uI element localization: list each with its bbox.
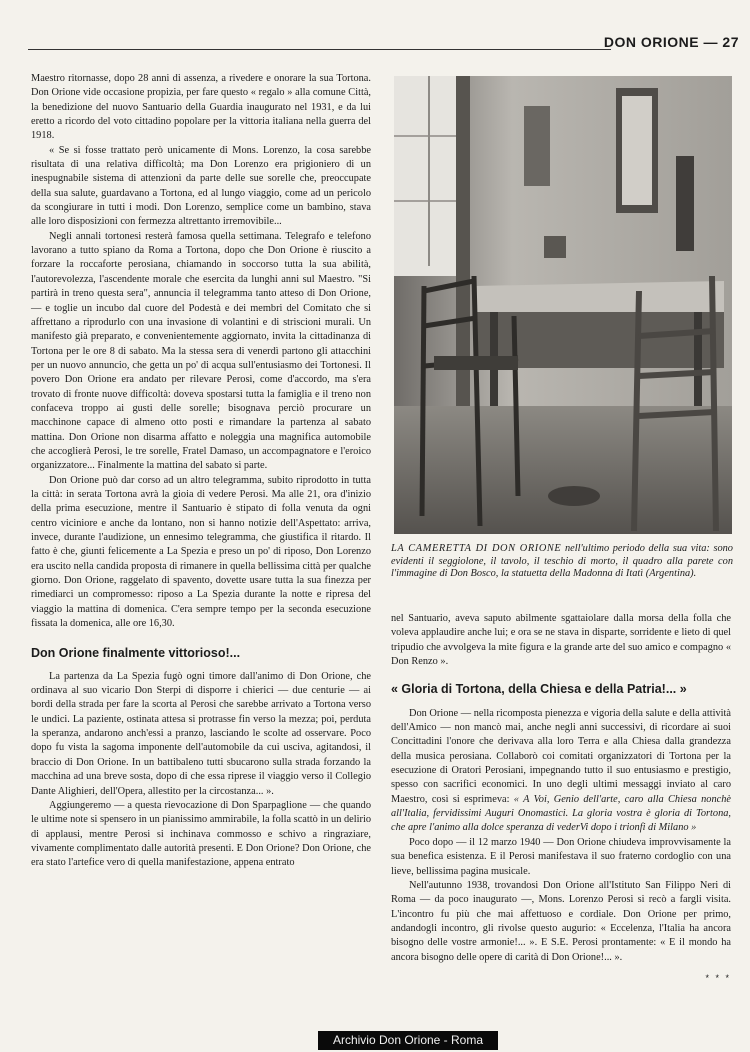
left-column [31, 72, 371, 871]
right-column [391, 612, 731, 985]
paragraph: « Se si fosse trattato però unicamente di Mons. Lorenzo, la cosa sarebbe risultata di una relativa difficoltà; ma Don Lorenzo era prigioniero di un inespugnabile sistema di attenzioni da parte delle sue sorelle che, preoccupate della sua salute, guardavano a Tortona, ed al lungo viaggio, come ad un pericolo da scongiurare in tutti i modi. Don Lorenzo, semplice come un bambino, stava alle loro disposizioni con fermezza altrettanto irremovibile... [31, 144, 371, 228]
archive-label: Archivio Don Orione - Roma [318, 1031, 498, 1050]
room-photo [394, 76, 732, 534]
paragraph: Aggiungeremo — a questa rievocazione di Don Sparpaglione — che quando le ultime note si spensero in un pianissimo ammirabile, la folla scattò in un delirio di applausi, mentre Perosi si inchinava commosso e schivo a ringraziare, vivamente complimentato dalle autorità presenti. E Don Orione? Don Orione, che era stato l'artefice vero di quella manifestazione, appena entrato [31, 799, 371, 869]
paragraph-text: Don Orione — nella ricomposta pienezza e vigoria della salute e della attività dell'Amico — non mancò mai, anche negli anni successivi, di ricordare ai suoi Concittadini l'onore che derivava alla loro Terra e alla Chiesa dalla grandezza della musica perosiana. Collaborò coi comitati organizzatori di Tortona per la esecuzione di Oratori Perosiani, impegnando tutto il suo entusiasmo e prestigio, spesso con sacrifici economici. In uno degli ultimi messaggi inviato al caro Maestro, così si esprimeva: [391, 707, 731, 805]
quoted-message: « A Voi, Genio dell'arte, caro alla Chiesa nonchè all'Italia, fervidissimi Auguri Onomastici. La gloria vostra è gloria di Tortona, che apre l'animo alla dolce speranza di vederVi dopo i trionfi di Milano » [391, 793, 731, 834]
room-photo-illustration [394, 76, 732, 534]
end-mark: * * * [705, 972, 731, 983]
paragraph: Maestro ritornasse, dopo 28 anni di assenza, a rivedere e onorare la sua Tortona. Don Orione vide occasione propizia, per fare questo « regalo » alla comune Città, la benedizione del nuovo Santuario della Guardia inaugurato nel 1931, e da lui eretto a ricordo del voto cittadino popolare per la vittoria italiana nella guerra del 1918. [31, 73, 371, 142]
paragraph: Don Orione può dar corso ad un altro telegramma, subito riprodotto in tutta la città: in serata Tortona avrà la gioia di vedere Perosi. Ma alle 21, ora d'inizio della prima esecuzione, mentre il Santuario è stipato di folla venuta da ogni centro viciniore e anche da lontano, non si hanno notizie dell'Aspettato: arriva, invece, durante l'audizione, un ennesimo telegramma, che giustifica il ritardo. Il fatto è che, giunti felicemente a La Spezia e preso un po' di riposo, Don Lorenzo era uscito nella candida proposta di rimanere in quella bellissima città per qualche giorno. Don Orione, raggelato di spavento, dovette usare tutta la sua finezza per rimediarci un compromesso: riposo a La Spezia durante la notte e ripresa del viaggio la mattina di domenica. C'era sempre tempo per la seconda esecuzione fissata la domenica, alle ore 16,30. [31, 474, 371, 630]
caption-lead: LA CAMERETTA DI DON ORIONE [391, 543, 562, 554]
paragraph [391, 707, 731, 836]
header-rule [28, 49, 611, 50]
caption-text: nell'ultimo periodo della sua vita: sono evidenti il seggiolone, il tavolo, il teschio di morto, il quadro alla parete con l'immagine di Don Bosco, la statuetta della Madonna di Itatì (Argentina). [391, 543, 733, 580]
paragraph: Negli annali tortonesi resterà famosa quella settimana. Telegrafo e telefono lavorano a tutto spiano da Roma a Tortona, dopo che Don Orione è riuscito a forzare la roccaforte perosiana, chiamando in soccorso tutta la sua abilità, l'autorevolezza, l'ascendente morale che esercita da lunghi anni sul Maestro. "Si partirà in treno questa sera", annuncia il telegramma tanto atteso di Don Orione, — e toglie un incubo dal cuore del Podestà e dei membri del Comitato che si affrettano a riprodurlo con una invasione di volantini e di striscioni murali. Un manifesto già preparato, e convenientemente aggiornato, invita la cittadinanza di Tortona per le ore 8 di sabato. Ma la stessa sera di venerdì partono gli attacchini per un nuovo annuncio, che getta un po' di acqua sull'entusiasmo dei Tortonesi. Il povero Don Orione era andato per rilevare Perosi, come d'accordo, ma s'era trovato di fronte nuove difficoltà: doveva spostarsi tutta la famiglia e il treno non confaceva troppo ai gusti delle sorelle; bisognava perciò procurare un macchinone capace di almeno otto posti e rimandare la partenza al sabato mattina. Don Orione non disarma affatto e noleggia una magnifica automobile che accoglierà Perosi, le tre sorelle, Fratel Damaso, un accompagnatore e l'eroico organizzatore... Finalmente la mattina del sabato si parte. [31, 230, 371, 472]
paragraph: Poco dopo — il 12 marzo 1940 — Don Orione chiudeva improvvisamente la sua benefica esistenza. E il Perosi manifestava il suo fraterno cordoglio con una lieve, bellissima pagina musicale. [391, 836, 731, 877]
section-heading: « Gloria di Tortona, della Chiesa e della Patria!... » [391, 682, 687, 697]
paragraph: Nell'autunno 1938, trovandosi Don Orione all'Istituto San Filippo Neri di Roma — da poco inaugurato —, Mons. Lorenzo Perosi si recò a fargli visita. L'incontro fu più che mai affettuoso e cordiale. Don Orione per primo, andandogli incontro, gli rivolse questo augurio: « Eccelenza, l'Italia ha ancora bisogno delle vostre armonie!... ». E S.E. Perosi prontamente: « E il mondo ha ancora bisogno delle opere di carità di Don Orione!... ». [391, 879, 731, 963]
paragraph: nel Santuario, aveva saputo abilmente sgattaiolare dalla morsa della folla che voleva applaudire anche lui; e ora se ne stava in disparte, sorridente e lieto di quel tripudio che avvolgeva la mite figura e la grande arte del suo amico e compagno « Don Renzo ». [391, 613, 731, 668]
page-header [28, 30, 739, 54]
section-heading: Don Orione finalmente vittorioso!... [31, 646, 241, 661]
paragraph: La partenza da La Spezia fugò ogni timore dall'animo di Don Orione, che ordinava al suo vicario Don Sterpi di disporre i chierici — due centurie — ai bordi della strada per fare la scorta al Perosi che sarebbe arrivato a Tortona verso le undici. La pazientе, ostinata attesa si protrasse fin verso la mezza; poi, perduta la speranza, andarono anch'essi a pranzo, lasciando le scolte ad osservare. Poco dopo fu vista la sagoma imponente dell'automobile da cui usciva, agitandosi, il braccio di Don Orione. In un battibaleno tutti sbucarono sulla strada forzando la macchina ad una breve sosta, dopo di che essa riprese il viaggio verso il Collegio Dante Alighieri, dell'Opera, allestito per la circostanza... ». [31, 670, 371, 797]
photo-caption [391, 543, 733, 581]
running-title: DON ORIONE — 27 [603, 34, 739, 50]
